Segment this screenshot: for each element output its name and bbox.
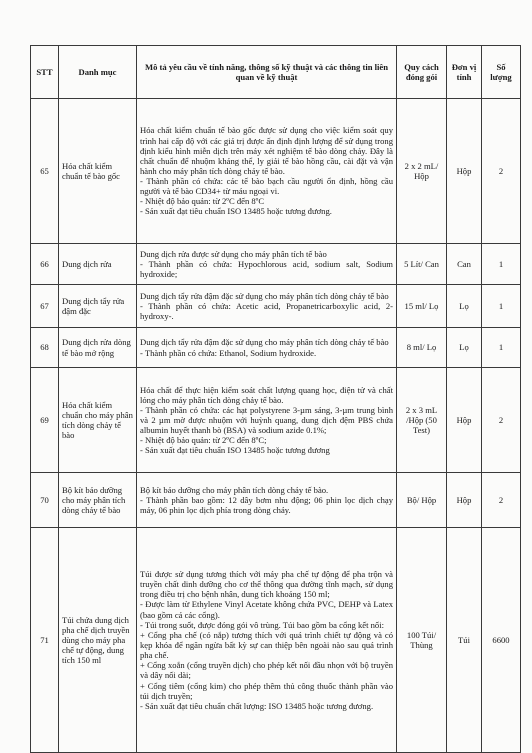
row-unit: Can — [447, 244, 482, 285]
row-quantity: 6600 — [482, 528, 521, 753]
row-category: Hóa chất kiểm chuẩn cho máy phân tích dòng chảy tế bào — [59, 368, 137, 473]
row-description — [137, 244, 397, 285]
description-line: + Cổng tiêm (cổng kim) cho phép thêm thủ công thuốc thành phần vào túi dịch truyền; — [140, 680, 393, 701]
description-line: Hóa chất kiểm chuẩn tế bào gốc được sử dụng cho việc kiểm soát quy trình hai cấp độ với các giá trị được ấn định định lượng để sử dụng trong định kiểu hình miễn dịch trên máy xét nghiệm tế bào dòng chảy. Đây là chất chuẩn để nhuộm kháng thể, ly giải tế bào hồng cầu, cài đặt và vận hành cho máy phân tích dòng chảy tế bào. — [140, 125, 393, 176]
description-line: - Thành phần có chứa: các hạt polystyrene 3-µm sáng, 3-µm trung bình và 2 µm mờ được nhuộm với huỳnh quang, dung dịch đệm PBS chứa albumin huyết thanh bò (BSA) và sodium azide 0.1%; — [140, 404, 393, 436]
row-quantity: 2 — [482, 99, 521, 244]
row-quantity: 1 — [482, 285, 521, 328]
row-unit: Hộp — [447, 368, 482, 473]
row-category: Dung dịch rửa — [59, 244, 137, 285]
row-packaging: 100 Túi/ Thùng — [397, 528, 447, 753]
row-stt: 70 — [31, 473, 59, 528]
row-description — [137, 99, 397, 244]
row-packaging: Bộ/ Hộp — [397, 473, 447, 528]
row-description — [137, 473, 397, 528]
row-quantity: 1 — [482, 244, 521, 285]
row-category: Dung dịch tẩy rửa đậm đặc — [59, 285, 137, 328]
row-description — [137, 368, 397, 473]
description-line: - Nhiệt độ bảo quản: từ 2ºC đến 8ºC; — [140, 435, 267, 446]
row-unit: Hộp — [447, 99, 482, 244]
row-stt: 66 — [31, 244, 59, 285]
description-line: Bộ kít bảo dưỡng cho máy phân tích dòng chảy tế bào. — [140, 484, 329, 495]
row-quantity: 1 — [482, 328, 521, 368]
table-header-row — [31, 46, 521, 99]
header-category: Danh mục — [59, 46, 137, 99]
row-description — [137, 285, 397, 328]
row-quantity: 2 — [482, 368, 521, 473]
row-stt: 71 — [31, 528, 59, 753]
row-category: Túi chứa dung dịch pha chế dịch truyền dùng cho máy pha chế tự động, dung tích 150 ml — [59, 528, 137, 753]
table-row — [31, 285, 521, 328]
header-quantity: Số lượng — [482, 46, 521, 99]
row-stt: 68 — [31, 328, 59, 368]
description-line: Túi được sử dụng tương thích với máy pha chế tự động để pha trộn và truyền chất dinh dưỡng cho cơ thể thông qua đường tĩnh mạch, sử dụng trong điều trị cho bệnh nhân, dung tích khoảng 150 ml; — [140, 569, 393, 600]
header-packaging: Quy cách đóng gói — [397, 46, 447, 99]
description-line: + Cổng pha chế (có nắp) tương thích với quá trình chiết tự động và có kẹp khóa để ngăn ngừa bất kỳ sự can thiệp bên ngoài nào sau quá trình pha chế. — [140, 629, 393, 661]
row-packaging: 15 ml/ Lọ — [397, 285, 447, 328]
row-quantity: 2 — [482, 473, 521, 528]
table-row — [31, 528, 521, 753]
description-line: - Sản xuất đạt tiêu chuẩn ISO 13485 hoặc tương đương. — [140, 206, 332, 217]
description-line: - Thành phần có chứa: các tế bào bạch cầu người ổn định, hồng cầu người và tế bào CD34+ từ máu ngoại vi. — [140, 176, 393, 197]
header-stt: STT — [31, 46, 59, 99]
row-stt: 67 — [31, 285, 59, 328]
table-row — [31, 244, 521, 285]
row-packaging: 5 Lít/ Can — [397, 244, 447, 285]
row-unit: Lọ — [447, 285, 482, 328]
row-packaging: 2 x 3 mL /Hộp (50 Test) — [397, 368, 447, 473]
description-line: + Cổng xoắn (cổng truyền dịch) cho phép kết nối đầu nhọn với bộ truyền và dây nối dài; — [140, 660, 393, 681]
description-line: - Thành phần bao gồm: 12 dây bơm nhu động; 06 phin lọc dịch chạy máy, 06 phin lọc dịch phía trong dòng chảy. — [140, 494, 393, 516]
row-description — [137, 528, 397, 753]
table-row — [31, 99, 521, 244]
row-unit: Hộp — [447, 473, 482, 528]
row-category: Hóa chất kiểm chuẩn tế bào gốc — [59, 99, 137, 244]
row-category: Dung dịch rửa dòng tế bào mở rộng — [59, 328, 137, 368]
description-line: - Túi trong suốt, được đóng gói vô trùng. Túi bao gồm ba cổng kết nối: — [140, 619, 384, 630]
header-description: Mô tả yêu cầu về tính năng, thông số kỹ thuật và các thông tin liên quan về kỹ thuật — [137, 46, 397, 99]
row-stt: 69 — [31, 368, 59, 473]
table-row — [31, 368, 521, 473]
description-line: - Sản xuất đạt tiêu chuẩn chất lượng: ISO 13485 hoặc tương đương. — [140, 700, 374, 711]
description-line: - Được làm từ Ethylene Vinyl Acetate không chứa PVC, DEHP và Latex (bao gồm cả các cổng). — [140, 599, 393, 620]
row-category: Bộ kít bảo dưỡng cho máy phân tích dòng chảy tế bào — [59, 473, 137, 528]
description-line: - Nhiệt độ bảo quản: từ 2ºC đến 8ºC — [140, 196, 265, 207]
table-row — [31, 328, 521, 368]
header-unit: Đơn vị tính — [447, 46, 482, 99]
row-unit: Túi — [447, 528, 482, 753]
description-line: Dung dịch tẩy rửa đậm đặc sử dụng cho máy phân tích dòng chảy tế bào — [140, 290, 389, 301]
specification-table — [30, 45, 521, 753]
row-packaging: 8 ml/ Lọ — [397, 328, 447, 368]
row-packaging: 2 x 2 mL/ Hộp — [397, 99, 447, 244]
description-line: Hóa chất để thực hiện kiểm soát chất lượng quang học, điện tử và chất lỏng cho máy phân tích dòng chảy tế bào. — [140, 384, 393, 405]
description-line: - Sản xuất đạt tiêu chuẩn ISO 13485 hoặc tương đương — [140, 445, 330, 456]
description-line: Dung dịch rửa được sử dụng cho máy phân tích tế bào — [140, 248, 327, 259]
table-row — [31, 473, 521, 528]
description-line: - Thành phần có chứa: Acetic acid, Propanetricarboxylic acid, 2-hydroxy-. — [140, 300, 393, 322]
row-unit: Lọ — [447, 328, 482, 368]
description-line: Dung dịch tẩy rửa đậm đặc sử dụng cho máy phân tích dòng chảy tế bào — [140, 337, 389, 348]
description-line: - Thành phần có chứa: Hypochlorous acid, sodium salt, Sodium hydroxide; — [140, 258, 393, 280]
row-description — [137, 328, 397, 368]
description-line: - Thành phần có chứa: Ethanol, Sodium hydroxide. — [140, 347, 317, 358]
row-stt: 65 — [31, 99, 59, 244]
